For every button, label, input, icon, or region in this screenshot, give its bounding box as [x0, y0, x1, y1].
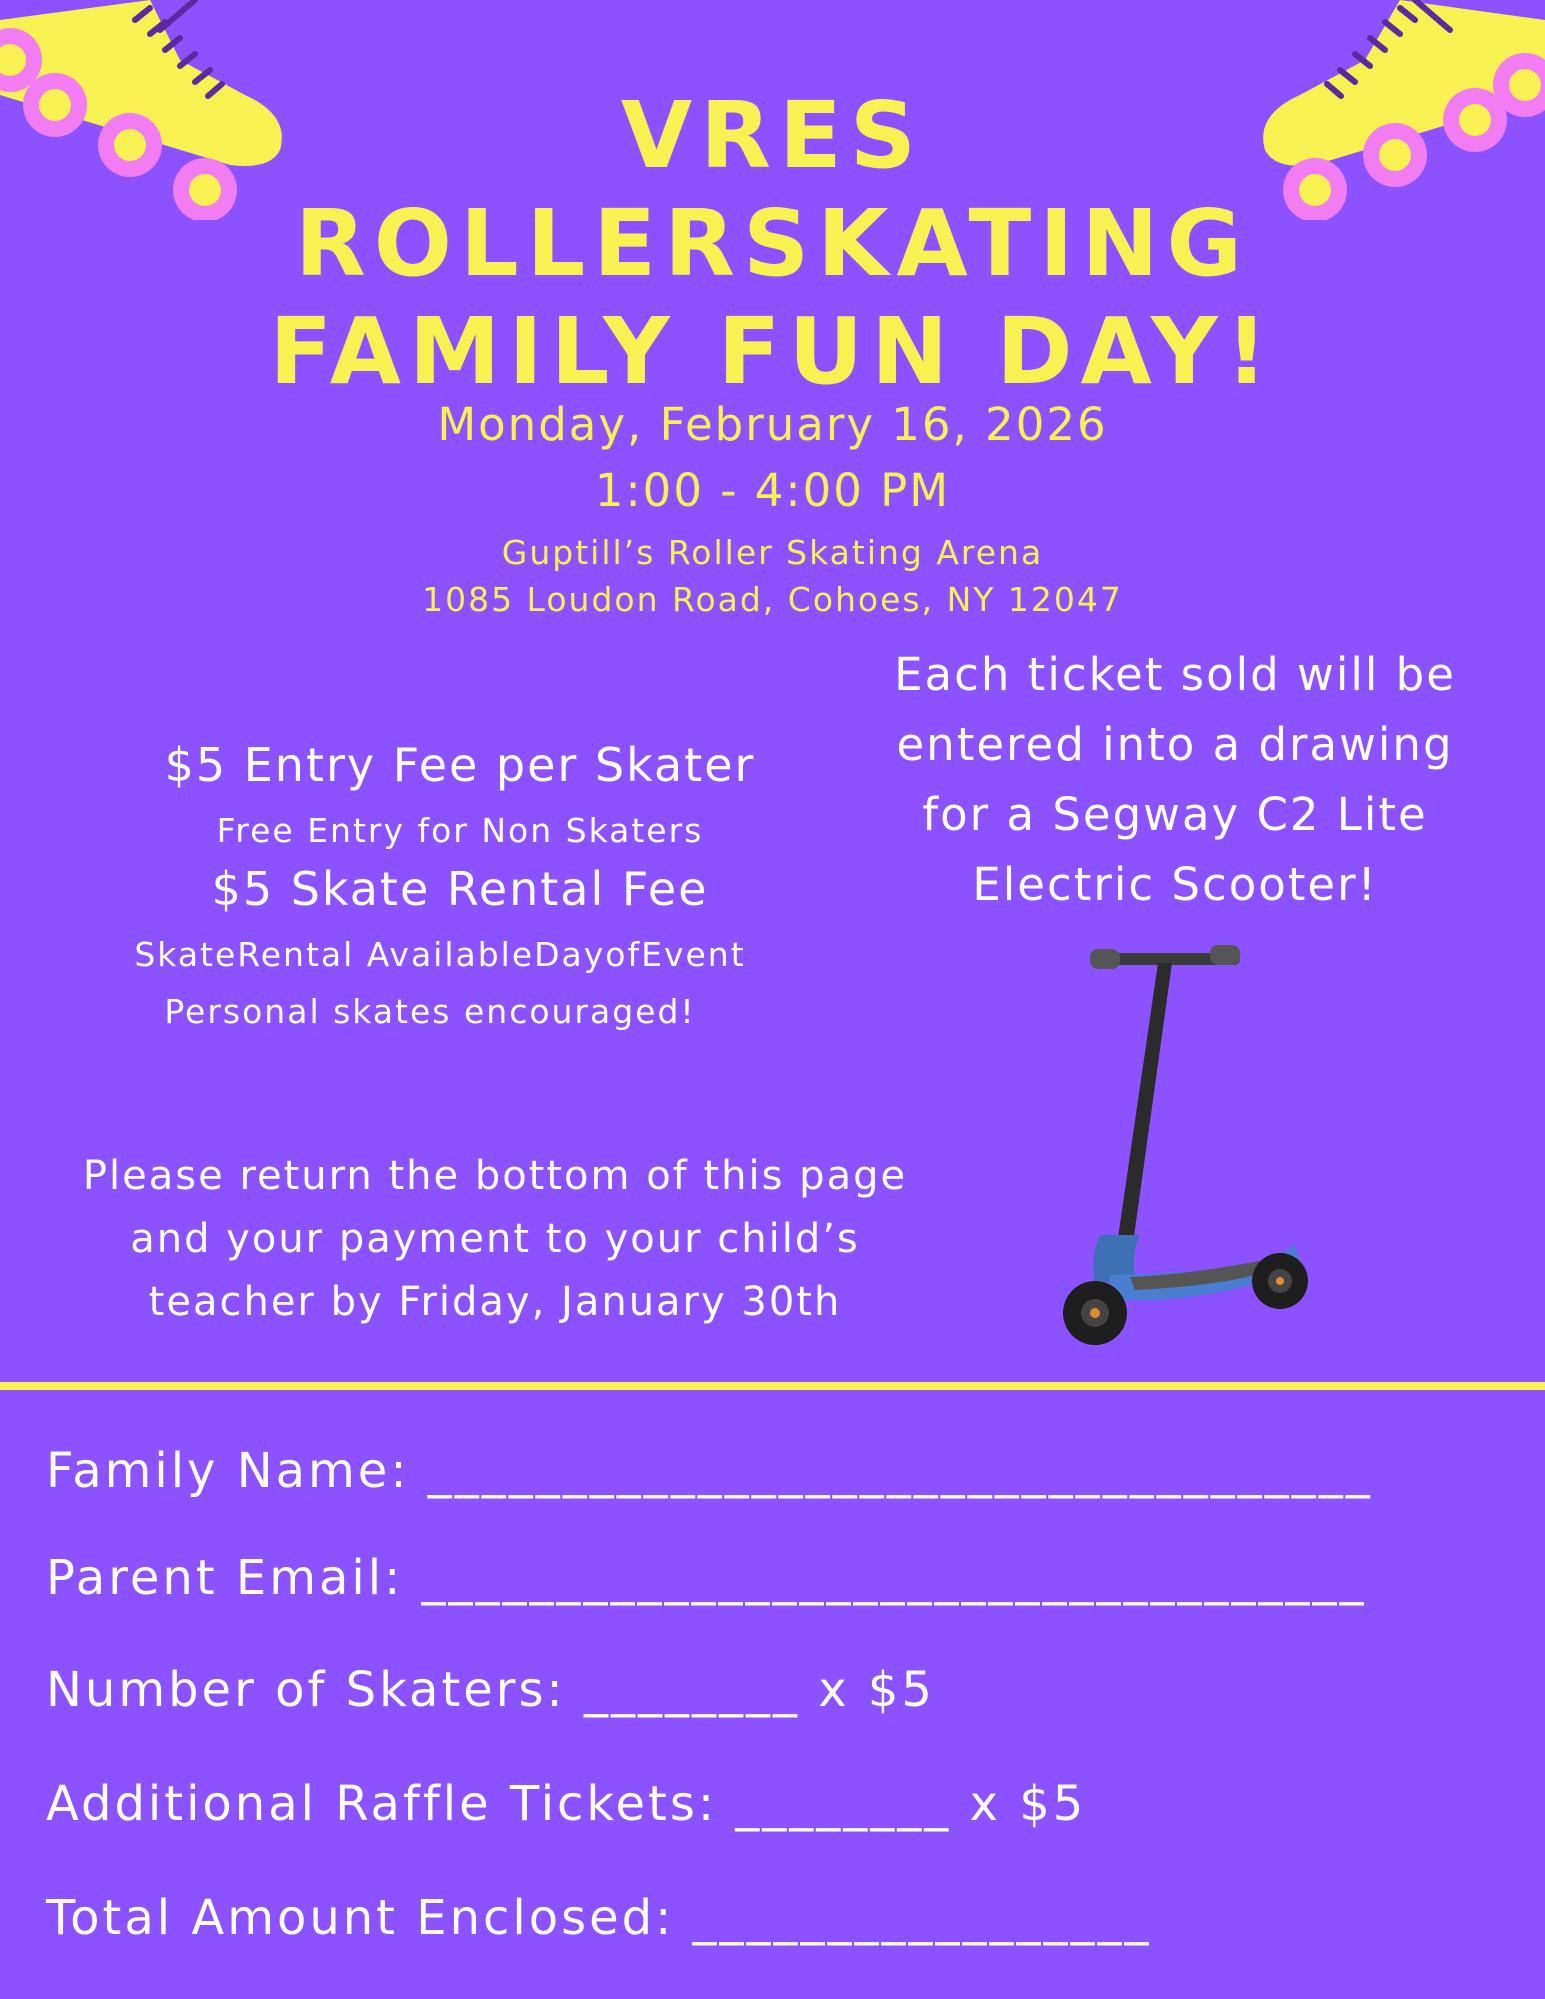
personal-skates-text: Personal skates encouraged!	[164, 992, 696, 1031]
venue-name: Guptill’s Roller Skating Arena	[501, 533, 1044, 572]
title-line-2: ROLLERSKATING	[294, 190, 1251, 297]
additional-raffle-tickets-field[interactable]: Additional Raffle Tickets: ________ x $5	[46, 1776, 1087, 1832]
event-date: Monday, February 16, 2026	[437, 398, 1108, 451]
event-time: 1:00 - 4:00 PM	[594, 464, 951, 517]
return-note-line-3: teacher by Friday, January 30th	[148, 1279, 842, 1325]
return-note-line-2: and your payment to your child’s	[130, 1216, 860, 1262]
rental-available-text: SkateRental AvailableDayofEvent	[134, 935, 746, 974]
raffle-text-line-3: for a Segway C2 Lite	[922, 788, 1428, 841]
title-line-3: FAMILY FUN DAY!	[269, 298, 1276, 405]
number-of-skaters-field[interactable]: Number of Skaters: ________ x $5	[46, 1662, 935, 1718]
total-amount-enclosed-field[interactable]: Total Amount Enclosed: _________________	[46, 1890, 1152, 1946]
family-name-field[interactable]: Family Name: ___________________________________	[46, 1443, 1373, 1499]
free-entry-text: Free Entry for Non Skaters	[216, 811, 704, 850]
cut-line-divider	[0, 1382, 1545, 1390]
rental-fee-text: $5 Skate Rental Fee	[211, 862, 709, 916]
entry-fee-text: $5 Entry Fee per Skater	[164, 738, 756, 792]
parent-email-field[interactable]: Parent Email: ___________________________________	[46, 1550, 1367, 1606]
return-note-line-1: Please return the bottom of this page	[82, 1153, 908, 1199]
raffle-text-line-2: entered into a drawing	[896, 718, 1454, 771]
venue-address: 1085 Loudon Road, Cohoes, NY 12047	[422, 580, 1123, 619]
raffle-text-line-4: Electric Scooter!	[972, 858, 1378, 911]
title-line-1: VRES	[620, 82, 925, 189]
electric-scooter-image	[1040, 935, 1320, 1355]
raffle-text-line-1: Each ticket sold will be	[894, 648, 1456, 701]
